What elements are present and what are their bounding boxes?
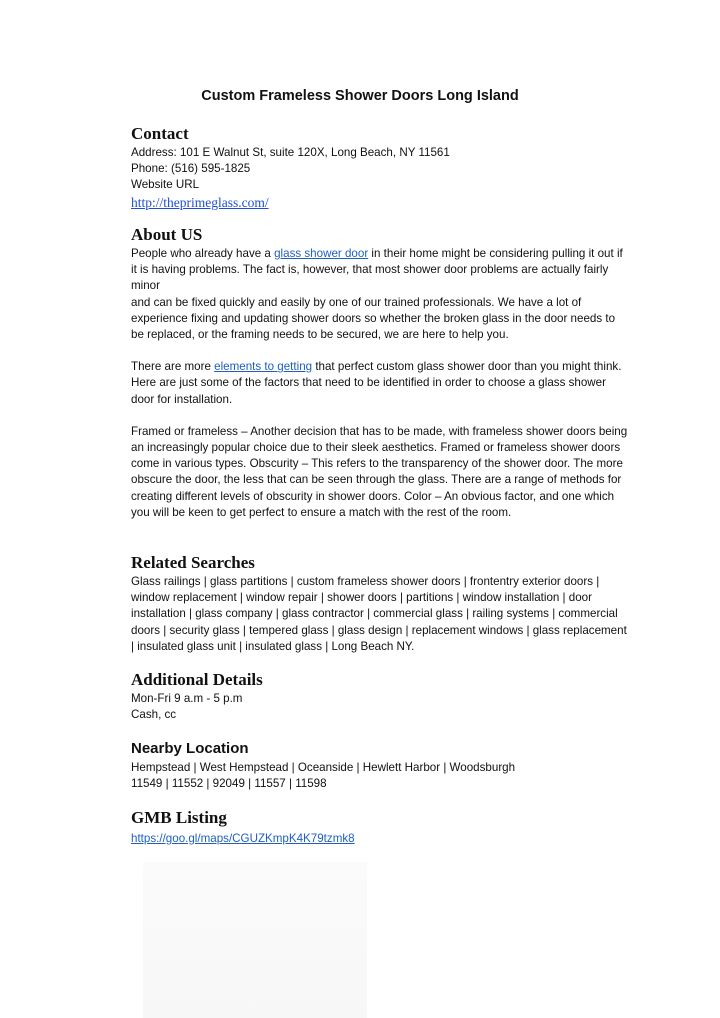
nearby-zip-codes: 11549 | 11552 | 92049 | 11557 | 11598 [131, 777, 327, 791]
about-paragraph-1 [131, 246, 631, 295]
related-searches-text: Glass railings | glass partitions | custom frameless shower doors | frontentry exterior doors | window replacement | window repair | shower doors | partitions | window installation | door installation | glass company | glass contractor | commercial glass | railing systems | commercial doors | security glass | tempered glass | glass design | replacement windows | glass replacement | insulated glass unit | insulated glass | Long Beach NY. [131, 575, 627, 653]
about-paragraph-3: Framed or frameless – Another decision that has to be made, with frameless shower doors being an increasingly popular choice due to their sleek aesthetics. Framed or frameless shower doors come in various types. Obscurity – This refers to the transparency of the shower door. The more obscure the door, the less that can be seen through the glass. There are a range of methods for creating different levels of obscurity in shower doors. Color – An obvious factor, and one which you will be keen to get perfect to ensure a match with the rest of the room. [131, 424, 628, 519]
gmb-listing-section [131, 808, 631, 847]
additional-details-heading: Additional Details [131, 670, 263, 689]
contact-phone: Phone: (516) 595-1825 [131, 162, 251, 176]
about-heading: About US [131, 225, 203, 244]
about-paragraph-2 [131, 359, 631, 408]
nearby-places: Hempstead | West Hempstead | Oceanside | Hewlett Harbor | Woodsburgh [131, 761, 516, 774]
nearby-location-heading: Nearby Location [131, 740, 249, 757]
glass-shower-door-link[interactable]: glass shower door [274, 247, 369, 260]
payment-methods: Cash, cc [131, 708, 177, 722]
gmb-listing-heading: GMB Listing [131, 808, 227, 827]
about-p2-text-after: that perfect custom glass shower door than you might think. Here are just some of the factors that need to be identified in order to choose a glass shower door for installation. [131, 360, 622, 406]
about-paragraph-1-continued: and can be fixed quickly and easily by one of our trained professionals. We have a lot of experience fixing and updating shower doors so whether the broken glass in the door needs to be replaced, or the framing needs to be secured, we are here to help you. [131, 295, 616, 342]
additional-details-section [131, 670, 631, 723]
gmb-listing-link[interactable]: https://goo.gl/maps/CGUZKmpK4K79tzmk8 [131, 832, 355, 845]
contact-address: Address: 101 E Walnut St, suite 120X, Long Beach, NY 11561 [131, 146, 450, 159]
elements-to-getting-link[interactable]: elements to getting [214, 360, 313, 374]
about-p1-text-after: in their home might be considering pulling it out if it is having problems. The fact is, however, that most shower door problems are actually fairly minor [131, 247, 623, 293]
business-hours: Mon-Fri 9 a.m - 5 p.m [131, 692, 243, 705]
document-title: Custom Frameless Shower Doors Long Island [201, 88, 519, 104]
about-section [131, 225, 631, 521]
about-p2-text-before: There are more [131, 360, 215, 374]
page-shadow-band [143, 862, 367, 1018]
nearby-location-section [131, 739, 631, 792]
contact-section [131, 124, 631, 212]
website-link[interactable]: http://theprimeglass.com/ [131, 194, 269, 210]
related-searches-heading: Related Searches [131, 553, 255, 572]
related-searches-section [131, 553, 631, 655]
contact-heading: Contact [131, 124, 189, 143]
about-p1-text-before: People who already have a [131, 247, 275, 260]
website-label: Website URL [131, 178, 200, 192]
